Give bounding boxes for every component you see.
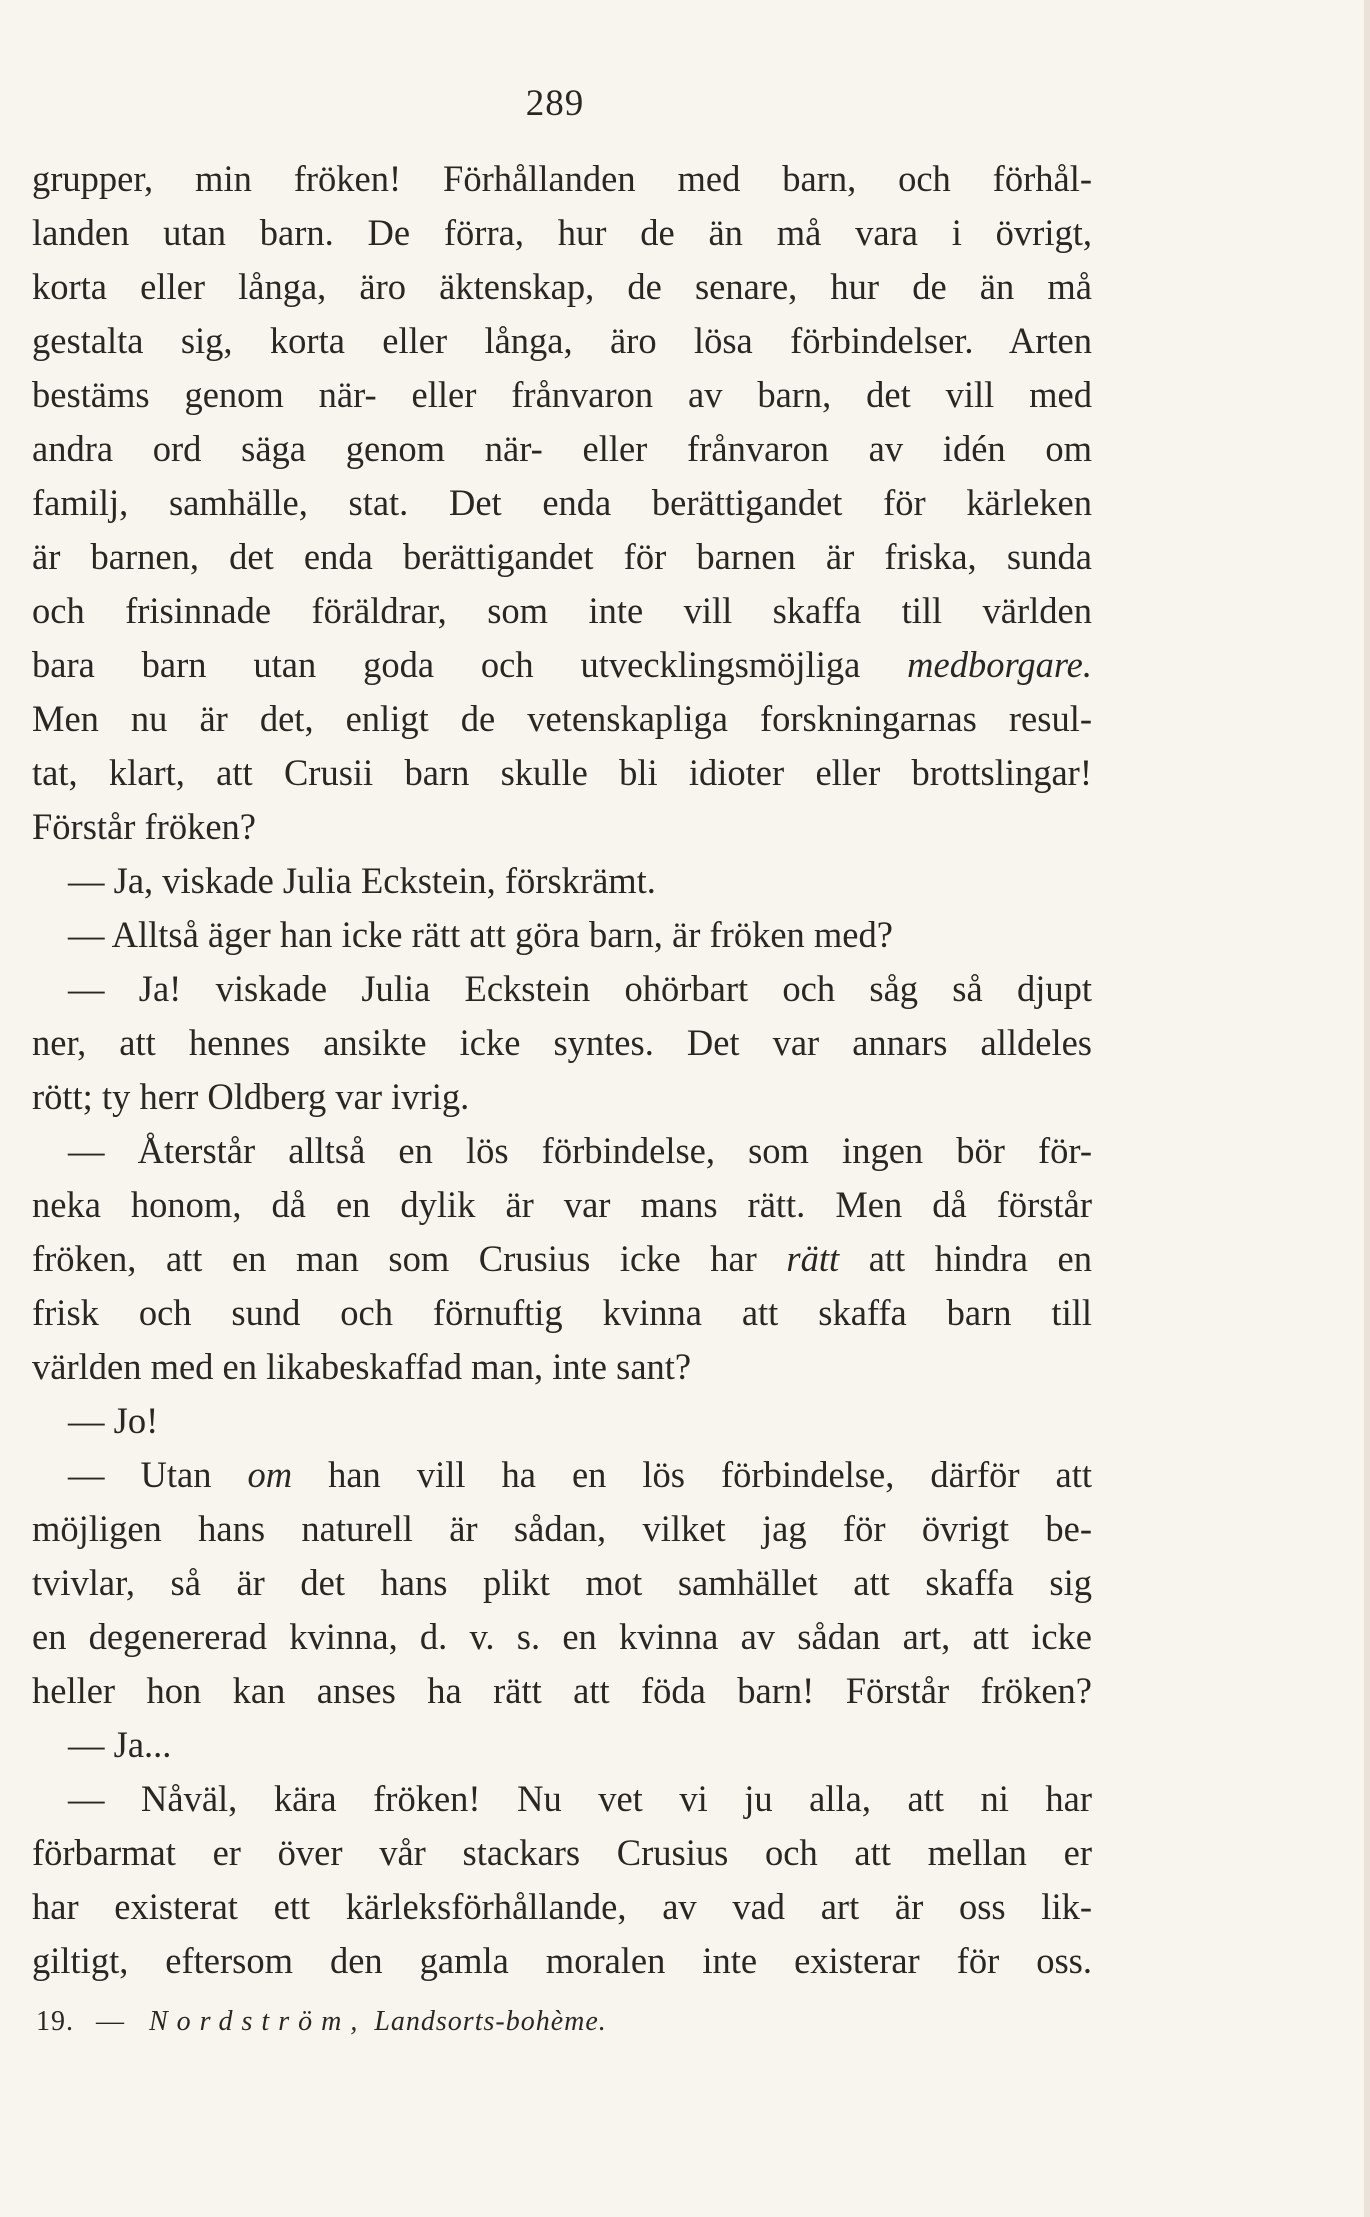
- text-segment: heller hon kan anses ha rätt att föda barn! Förstår fröken?: [32, 1670, 1092, 1711]
- text-segment: att hindra en: [839, 1238, 1093, 1279]
- text-line: [32, 962, 1092, 1016]
- text-segment: förbarmat er över vår stackars Crusius och att mellan er: [32, 1832, 1092, 1873]
- text-segment: — Nåväl, kära fröken! Nu vet vi ju alla, att ni har: [68, 1778, 1092, 1819]
- text-segment: Men nu är det, enligt de vetenskapliga forskningarnas resul-: [32, 698, 1092, 739]
- text-line: [32, 1880, 1092, 1934]
- text-line: [32, 1016, 1092, 1070]
- text-segment: har existerat ett kärleksförhållande, av vad art är oss lik-: [32, 1886, 1092, 1927]
- text-segment: neka honom, då en dylik är var mans rätt. Men då förstår: [32, 1184, 1092, 1225]
- text-segment: bara barn utan goda och utvecklingsmöjliga: [32, 644, 908, 685]
- text-line: [32, 692, 1092, 746]
- text-segment: och frisinnade föräldrar, som inte vill skaffa till världen: [32, 590, 1092, 631]
- footer-author: Nordström,: [149, 2006, 367, 2037]
- text-segment: rött; ty herr Oldberg var ivrig.: [32, 1076, 470, 1117]
- text-line: [32, 1556, 1092, 1610]
- text-segment: en degenererad kvinna, d. v. s. en kvinna av sådan art, att icke: [32, 1616, 1092, 1657]
- text-line: [32, 260, 1092, 314]
- text-line: [32, 1448, 1092, 1502]
- text-line: [32, 1340, 1092, 1394]
- text-segment: fröken, att en man som Crusius icke har: [32, 1238, 787, 1279]
- text-line: [32, 1286, 1092, 1340]
- text-line: [32, 1502, 1092, 1556]
- page-number: 289: [525, 83, 585, 124]
- text-segment: världen med en likabeskaffad man, inte sant?: [32, 1346, 692, 1387]
- text-line: [32, 368, 1092, 422]
- text-segment: andra ord säga genom när- eller frånvaron av idén om: [32, 428, 1092, 469]
- text-segment: gestalta sig, korta eller långa, äro lösa förbindelser. Arten: [32, 320, 1092, 361]
- page-footer: [36, 2006, 607, 2038]
- text-segment: — Jo!: [68, 1400, 159, 1441]
- text-segment: tvivlar, så är det hans plikt mot samhället att skaffa sig: [32, 1562, 1092, 1603]
- text-line: [32, 530, 1092, 584]
- signature-number: 19.: [36, 2006, 74, 2037]
- text-line: [32, 152, 1092, 206]
- text-line: [32, 1394, 1092, 1448]
- text-segment: — Ja, viskade Julia Eckstein, förskrämt.: [68, 860, 656, 901]
- text-segment: — Återstår alltså en lös förbindelse, som ingen bör för-: [68, 1130, 1092, 1171]
- text-line: [32, 584, 1092, 638]
- text-segment: — Ja! viskade Julia Eckstein ohörbart och såg så djupt: [68, 968, 1092, 1009]
- text-segment: landen utan barn. De förra, hur de än må vara i övrigt,: [32, 212, 1092, 253]
- text-line: [32, 1826, 1092, 1880]
- text-line: [32, 908, 1092, 962]
- text-line: [32, 1664, 1092, 1718]
- text-segment: bestäms genom när- eller frånvaron av barn, det vill med: [32, 374, 1092, 415]
- text-line: [32, 422, 1092, 476]
- text-segment: möjligen hans naturell är sådan, vilket jag för övrigt be-: [32, 1508, 1092, 1549]
- body-text: [32, 152, 1092, 1988]
- text-line: [32, 638, 1092, 692]
- text-segment: tat, klart, att Crusii barn skulle bli idioter eller brottslingar!: [32, 752, 1092, 793]
- italic-text: medborgare.: [907, 644, 1092, 685]
- text-line: [32, 1610, 1092, 1664]
- text-line: [32, 1124, 1092, 1178]
- text-line: [32, 314, 1092, 368]
- text-line: [32, 746, 1092, 800]
- text-segment: är barnen, det enda berättigandet för barnen är friska, sunda: [32, 536, 1092, 577]
- text-segment: — Alltså äger han icke rätt att göra barn, är fröken med?: [68, 914, 893, 955]
- text-line: [32, 1718, 1092, 1772]
- italic-text: om: [247, 1454, 293, 1495]
- text-segment: giltigt, eftersom den gamla moralen inte existerar för oss.: [32, 1940, 1092, 1981]
- italic-text: rätt: [786, 1238, 840, 1279]
- text-line: [32, 1070, 1092, 1124]
- text-line: [32, 1178, 1092, 1232]
- text-line: [32, 1232, 1092, 1286]
- text-segment: korta eller långa, äro äktenskap, de senare, hur de än må: [32, 266, 1092, 307]
- text-segment: familj, samhälle, stat. Det enda berättigandet för kärleken: [32, 482, 1092, 523]
- text-segment: — Utan: [68, 1454, 248, 1495]
- text-segment: — Ja...: [68, 1724, 172, 1765]
- text-line: [32, 1772, 1092, 1826]
- footer-dash: —: [96, 2006, 125, 2037]
- text-segment: ner, att hennes ansikte icke syntes. Det var annars alldeles: [32, 1022, 1092, 1063]
- text-segment: han vill ha en lös förbindelse, därför att: [292, 1454, 1093, 1495]
- text-segment: Förstår fröken?: [32, 806, 256, 847]
- text-line: [32, 854, 1092, 908]
- footer-title: Landsorts-bohème.: [374, 2006, 607, 2037]
- text-line: [32, 800, 1092, 854]
- text-line: [32, 206, 1092, 260]
- text-segment: grupper, min fröken! Förhållanden med barn, och förhål-: [32, 158, 1092, 199]
- text-segment: frisk och sund och förnuftig kvinna att skaffa barn till: [32, 1292, 1092, 1333]
- text-line: [32, 476, 1092, 530]
- text-line: [32, 1934, 1092, 1988]
